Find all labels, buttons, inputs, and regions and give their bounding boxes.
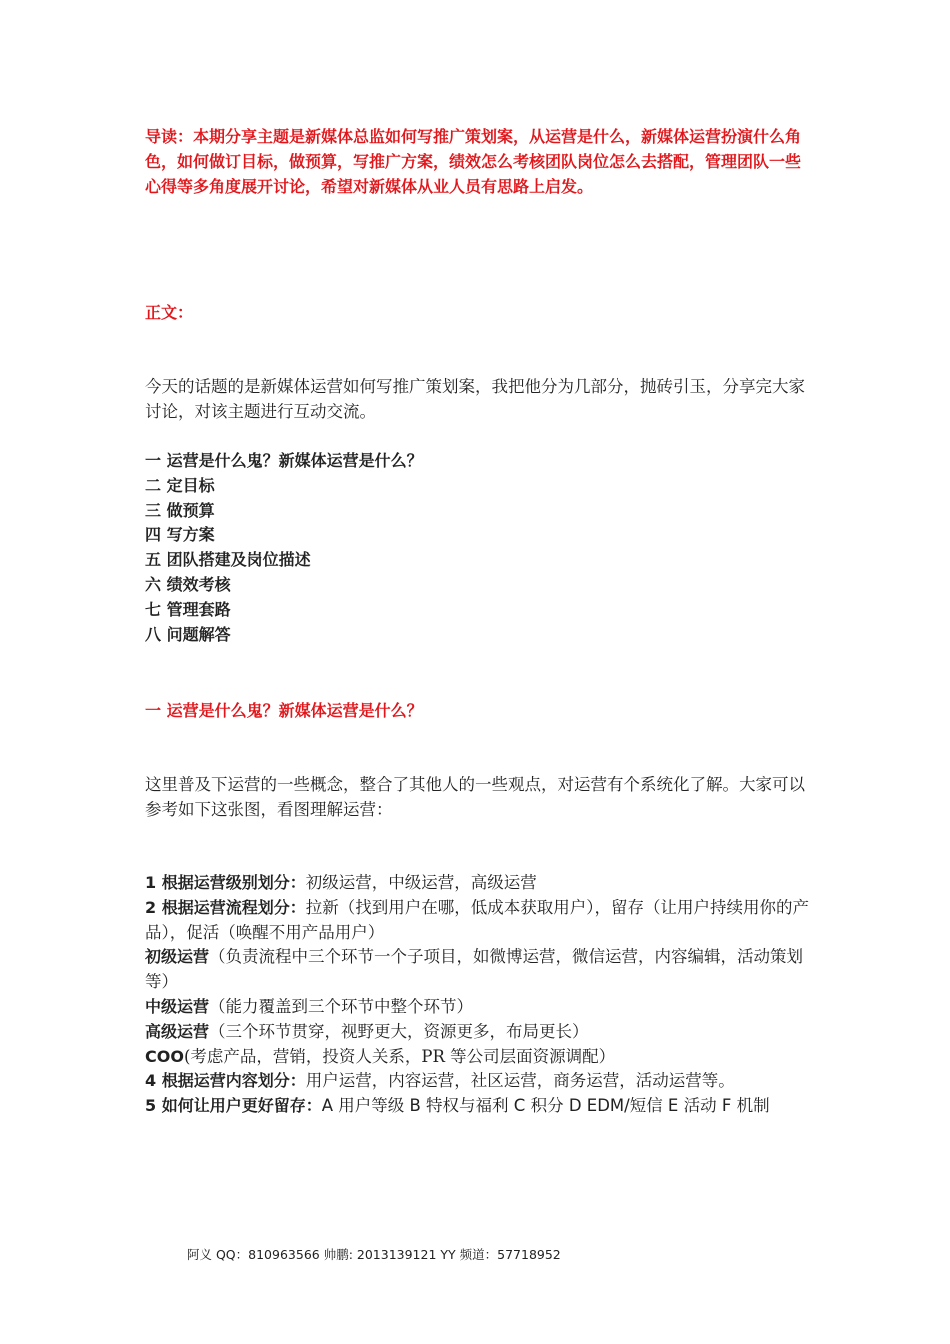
list-item: [145, 995, 810, 1020]
list-item: [145, 871, 810, 896]
toc-item-2: 二 定目标: [145, 475, 215, 495]
list-item-text: （能力覆盖到三个环节中整个环节）: [209, 996, 474, 1016]
list-item-text: 拉新（找到用户在哪，低成本获取用户），留存（让用户持续用你的产品），促活（唤醒不用产品用户）: [145, 897, 809, 942]
list-item-text: 初级运营，中级运营，高级运营: [305, 873, 537, 892]
body-heading: 正文：: [145, 303, 194, 322]
toc-item-5: 五 团队搭建及岗位描述: [145, 550, 311, 570]
section1-paragraph: 这里普及下运营的一些概念，整合了其他人的一些观点，对运营有个系统化了解。大家可以参考如下这张图，看图理解运营：: [145, 775, 805, 819]
toc-item-3: 三 做预算: [145, 500, 215, 520]
list-item-text: A 用户等级 B 特权与福利 C 积分 D EDM/短信 E 活动 F 机制: [321, 1096, 770, 1116]
toc-item-6: 六 绩效考核: [145, 574, 231, 594]
list-item-label: 高级运营: [145, 1021, 210, 1041]
section1-list: [145, 871, 810, 1119]
toc-item-1: 一 运营是什么鬼？新媒体运营是什么？: [145, 451, 423, 470]
list-item-label: 中级运营: [145, 996, 210, 1016]
section1-heading: 一 运营是什么鬼？新媒体运营是什么？: [145, 701, 423, 720]
list-item-text: 用户运营，内容运营，社区运营，商务运营，活动运营等。: [305, 1071, 735, 1091]
list-item-label: 初级运营: [145, 947, 210, 967]
list-item-text: （三个环节贯穿，视野更大，资源更多，布局更长）: [209, 1021, 589, 1041]
list-item: [145, 1094, 810, 1119]
opening-paragraph: 今天的话题的是新媒体运营如何写推广策划案，我把他分为几部分，抛砖引玉，分享完大家讨论，对该主题进行互动交流。: [145, 377, 805, 421]
list-item-label: COO: [145, 1046, 184, 1066]
list-item: [145, 1020, 810, 1045]
list-item-label: 5 如何让用户更好留存：: [145, 1096, 322, 1116]
toc-item-8: 八 问题解答: [145, 624, 231, 644]
list-item: [145, 945, 810, 995]
toc-item-4: 四 写方案: [145, 525, 215, 545]
list-item-label: 2 根据运营流程划分：: [145, 897, 306, 917]
toc-item-7: 七 管理套路: [145, 599, 231, 619]
list-item-label: 1 根据运营级别划分：: [145, 873, 306, 892]
list-item-label: 4 根据运营内容划分：: [145, 1071, 306, 1091]
page-footer: 阿义 QQ：810963566 帅鹏: 2013139121 YY 频道：57718952: [187, 1247, 561, 1262]
table-of-contents: [145, 449, 810, 647]
list-item-text: （负责流程中三个环节一个子项目，如微博运营，微信运营，内容编辑，活动策划等）: [145, 947, 804, 992]
list-item-text: (考虑产品，营销，投资人关系，PR 等公司层面资源调配）: [183, 1046, 616, 1066]
list-item: [145, 1069, 810, 1094]
list-item: [145, 896, 810, 946]
list-item: [145, 1045, 810, 1070]
intro-paragraph: 导读：本期分享主题是新媒体总监如何写推广策划案，从运营是什么，新媒体运营扮演什么角色，如何做订目标，做预算，写推广方案，绩效怎么考核团队岗位怎么去搭配，管理团队一些心得等多角度展开讨论，希望对新媒体从业人员有思路上启发。: [145, 127, 802, 196]
